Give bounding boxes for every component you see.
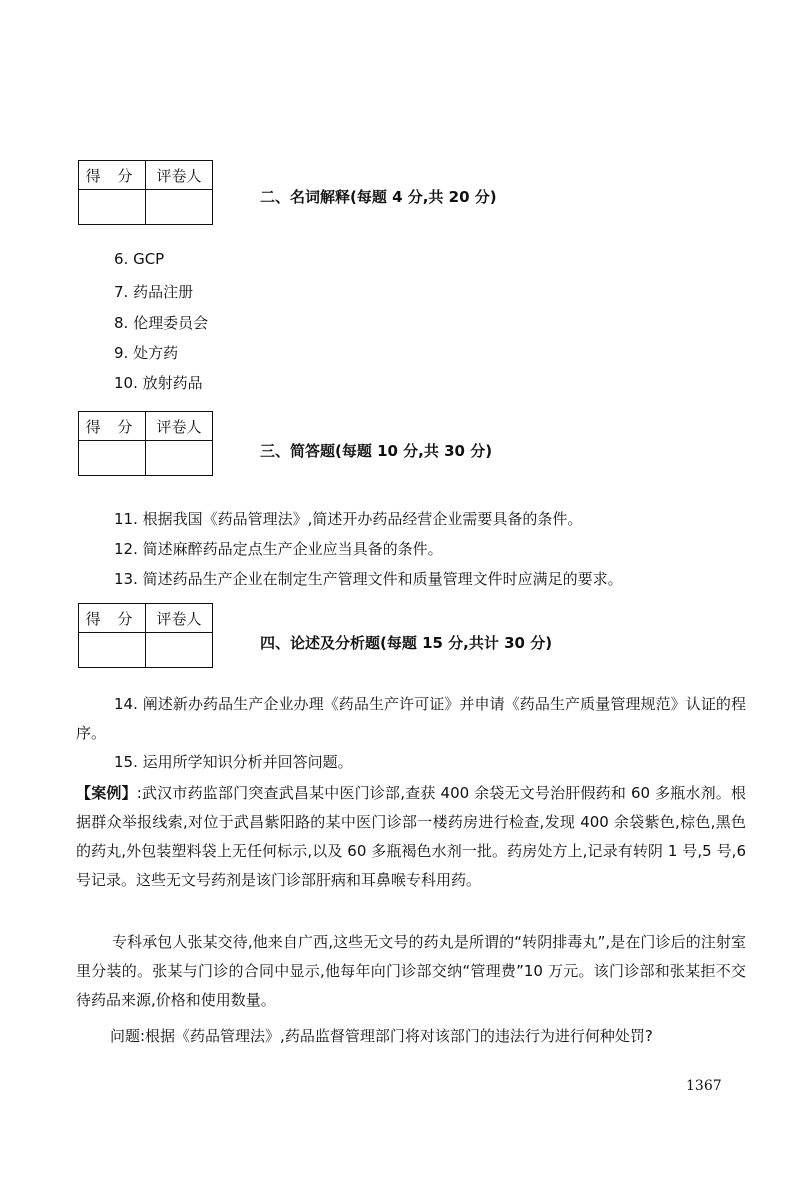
score-cell [79, 441, 146, 476]
grader-cell [146, 441, 213, 476]
score-label: 得 分 [79, 412, 146, 441]
score-cell [79, 190, 146, 225]
question-6: 6. GCP [114, 250, 165, 268]
case-label: 【案例】 [76, 784, 137, 802]
question-14: 14. 阐述新办药品生产企业办理《药品生产许可证》并申请《药品生产质量管理规范》认证的程序。 [76, 695, 746, 742]
section4-title: 四、论述及分析题(每题 15 分,共计 30 分) [260, 634, 553, 652]
question-9: 9. 处方药 [114, 344, 179, 362]
question-13: 13. 简述药品生产企业在制定生产管理文件和质量管理文件时应满足的要求。 [114, 570, 623, 588]
case-paragraph-2: 专科承包人张某交待,他来自广西,这些无文号的药丸是所谓的“转阴排毒丸”,是在门诊后的注射室里分装的。张某与门诊的合同中显示,他每年向门诊部交纳“管理费”10 万元。该门诊部和张某拒不交待药品来源,价格和使用数量。 [76, 933, 746, 1009]
section2-title: 二、名词解释(每题 4 分,共 20 分) [260, 188, 497, 206]
score-box-section2 [78, 160, 213, 225]
grader-cell [146, 633, 213, 668]
grader-label: 评卷人 [146, 412, 213, 441]
score-label: 得 分 [79, 161, 146, 190]
grader-label: 评卷人 [146, 161, 213, 190]
question-15: 15. 运用所学知识分析并回答问题。 [114, 753, 353, 771]
page-number: 1367 [686, 1078, 722, 1094]
question-8: 8. 伦理委员会 [114, 314, 209, 332]
score-label: 得 分 [79, 604, 146, 633]
case-text: :武汉市药监部门突查武昌某中医门诊部,查获 400 余袋无文号治肝假药和 60 多瓶水剂。根据群众举报线索,对位于武昌紫阳路的某中医门诊部一楼药房进行检查,发现 400 余袋紫色,棕色,黑色的药丸,外包装塑料袋上无任何标示,以及 60 多瓶褐色水剂一批。药房处方上,记录有转阴 1 号,5 号,6 号记录。这些无文号药剂是该门诊部肝病和耳鼻喉专科用药。 [76, 784, 746, 889]
grader-cell [146, 190, 213, 225]
score-cell [79, 633, 146, 668]
score-box-section4 [78, 603, 213, 668]
question-12: 12. 简述麻醉药品定点生产企业应当具备的条件。 [114, 540, 443, 558]
question-7: 7. 药品注册 [114, 283, 194, 301]
section3-title: 三、简答题(每题 10 分,共 30 分) [260, 442, 493, 460]
case-question: 问题:根据《药品管理法》,药品监督管理部门将对该部门的违法行为进行何种处罚? [110, 1027, 653, 1045]
question-10: 10. 放射药品 [114, 374, 203, 392]
question-11: 11. 根据我国《药品管理法》,简述开办药品经营企业需要具备的条件。 [114, 510, 583, 528]
case-paragraph [76, 779, 746, 895]
grader-label: 评卷人 [146, 604, 213, 633]
score-box-section3 [78, 411, 213, 476]
